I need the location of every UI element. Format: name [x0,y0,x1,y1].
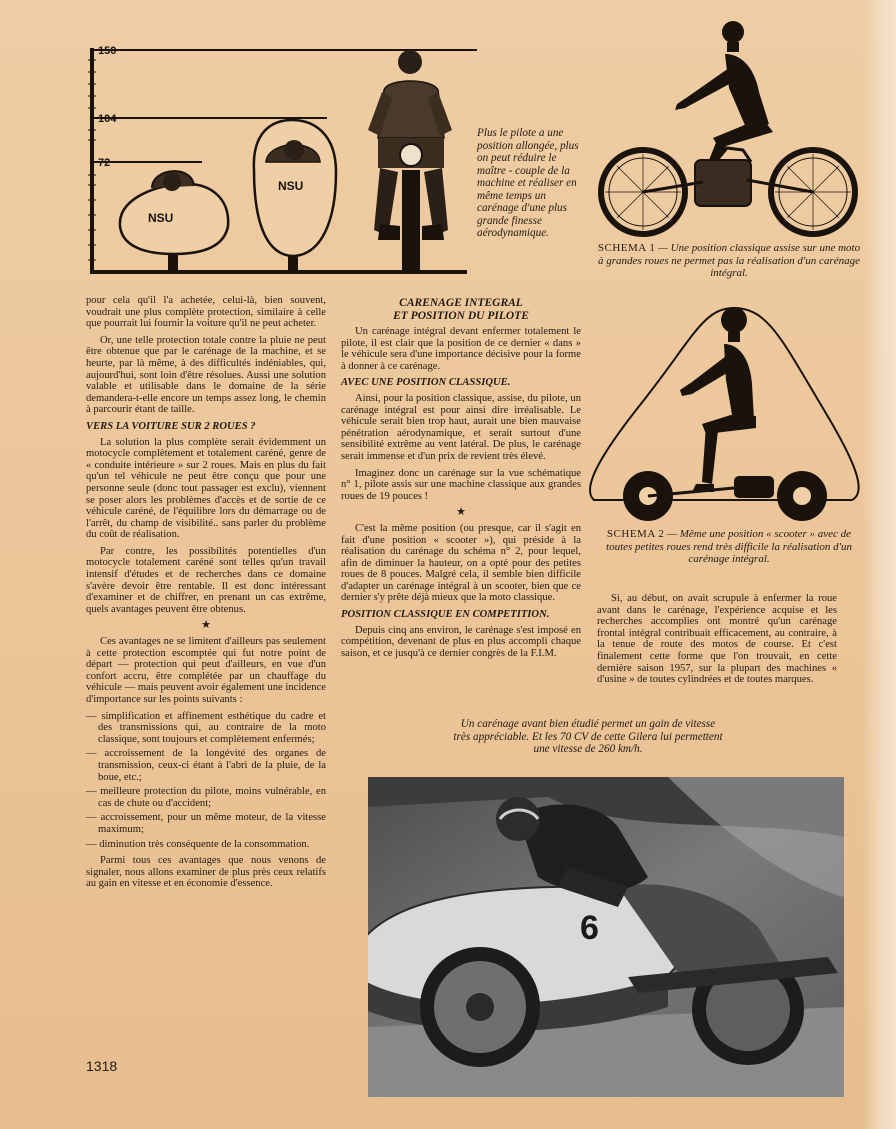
page-edge [862,0,896,1129]
col1-star-separator: ★ [201,619,211,632]
list-item: — meilleure protection du pilote, moins vulnérable, en cas de chute ou d'accident; [86,786,326,809]
tick-72: 72 [98,157,111,169]
schema1-caption [596,242,862,280]
tick-104: 104 [98,113,117,125]
col2-paragraph-4: C'est la même position (ou presque, car il s'agit en fait d'une position « scooter »), qui préside à la réalisation du carénage du schéma n° 2, pour lequel, afin de diminuer la hauteur, on a opté pour des petites roues de 8 pouces. Malgré cela, il semble bien difficile d'adapter un carénage intégral à un scooter, bien que ce dernier s'y prête déjà mieux que la moto classique. [341,522,581,604]
section-title [341,297,581,322]
schema2-label: SCHEMA 2 [606,528,665,540]
col1-subheading-1: VERS LA VOITURE SUR 2 ROUES ? [86,420,256,432]
list-item: — diminution très conséquente de la consommation. [86,838,310,850]
col2-paragraph-5: Depuis cinq ans environ, le carénage s'est imposé en compétition, devenant de plus en plus accompli chaque saison, et ce jusqu'à ce dernier congrès de la F.I.M. [341,624,581,659]
racing-photo [368,777,844,1097]
height-comparison-diagram [82,40,477,280]
col2-subheading-1: AVEC UNE POSITION CLASSIQUE. [341,377,511,389]
list-item: — simplification et affinement esthétique du cadre et des transmissions qui, au contraire de la moto classique, sont toujours et complètement enfermés; [86,710,326,745]
schema2-text: — Même une position « scooter » avec de toutes petites roues rend très difficile la réalisation d'un carénage intégral. [606,528,852,565]
column-3 [597,593,837,691]
tick-150: 150 [98,45,117,57]
advantages-list [86,711,326,851]
low-streamliner [120,171,228,272]
list-item: — accroissement de la longévité des organes de transmission, ceux-ci étant à l'abri de la pluie, de la boue, etc.; [86,748,326,783]
col1-paragraph-5: Ces avantages ne se limitent d'ailleurs pas seulement à cette protection escomptée qui fut notre point de départ — protection qui peut d'ailleurs, en vue d'un confort accru, être complétée par un chauffage du véhicule — mais peuvent avoir également une incidence d'importance sur les points suivants : [86,636,326,705]
schema2-illustration [584,300,864,525]
schema2-caption [596,528,862,566]
page-number: 1318 [86,1058,118,1074]
tall-streamliner [254,120,336,272]
col1-paragraph-3: La solution la plus complète serait évidemment un motocycle complètement et totalement caréné, genre de « conduite intérieure » sur 2 roues. Mais en plus du fait qu'un tel véhicule ne peut être conçu que pour une personne seule (donc tout passager est exclu), viennent se poser alors les problèmes d'accès et de sortie de ce véhicule caréné, de l'équilibre lors du démarrage ou de l'arrêt, du champ de visibilité.. sans parler du problème du coût de réalisation. [86,436,326,541]
column-1 [86,295,326,895]
col2-star-separator: ★ [456,506,466,519]
racing-photo-image [368,777,844,1097]
photo-caption: Un carénage avant bien étudié permet un gain de vitesse très appréciable. Et les 70 CV de cette Gilera lui permettent une vitesse de 260 km/h. [453,718,723,755]
col2-paragraph-3: Imaginez donc un carénage sur la vue schématique n° 1, pilote assis sur une machine classique aux grandes roues de 19 pouces ! [341,467,581,502]
col1-paragraph-1: pour cela qu'il l'a achetée, celui-là, bien souvent, voudrait une plus complète protection, similaire à celle que pourrait lui fournir la voiture qu'il ne peut acheter. [86,295,326,330]
nsu-badge-2: NSU [278,179,304,193]
section-title-line-2: ET POSITION DU PILOTE [393,309,529,322]
col2-paragraph-2: Ainsi, pour la position classique, assise, du pilote, un carénage intégral est pour ainsi dire irréalisable. Le véhicule serait bien trop haut, aurait une bien mauvaise pénétration aérodynamique, et serait surtout d'une sensibilité extrême au vent latéral. De plus, le carénage serait immense et d'un prix de revient très élevé. [341,392,581,462]
column-2 [341,297,581,664]
schema1-illustration [597,20,862,240]
upright-rider [368,50,452,270]
col2-subheading-2: POSITION CLASSIQUE EN COMPETITION. [341,609,550,621]
section-title-line-1: CARENAGE INTEGRAL [399,297,523,309]
race-number: 6 [580,909,599,947]
schema1-label: SCHEMA 1 [597,242,656,254]
col1-paragraph-4: Par contre, les possibilités potentielles d'un motocycle totalement caréné sont telles qu'un travail intensif d'études et de recherches dans ce domaine s'avère devoir être rentable. Il est donc intéressant d'examiner et de chiffrer, en prenant un cas extrême, quels avantages peuvent être obtenus. [86,545,326,615]
col3-paragraph-1: Si, au début, on avait scrupule à enfermer la roue avant dans le carénage, l'expérience acquise et les recherches accomplies ont montré qu'un carénage frontal intégral contribuait efficacement, au contraire, à la tenue de route des motos de course. Et c'est finalement cette forme que l'on trouvait, en cette dernière saison 1957, sur la plupart des machines « d'usine » de toutes cylindrées et de toutes marques. [597,593,837,686]
diagram-caption: Plus le pilote a une position allongée, plus on peut réduire le maître - couple de la machine et réaliser en même temps un carénage d'une plus grande finesse aérodynamique. [477,127,579,239]
col2-paragraph-1: Un carénage intégral devant enfermer totalement le pilote, il est clair que la position de ce dernier « dans » le véhicule sera d'une importance décisive pour la forme à donner à ce carénage. [341,326,581,372]
col1-paragraph-6: Parmi tous ces avantages que nous venons de signaler, nous allons examiner de plus près ceux relatifs au gain en vitesse et en économie d'essence. [86,855,326,890]
col1-paragraph-2: Or, une telle protection totale contre la pluie ne peut être obtenue que par le carénage de la machine, et se heurte, par là même, à des difficultés indéniables, qui, aujourd'hui, sont loin d'être résolues. Aussi une solution valable et utilisable dans le domaine de la série demandera-t-elle encore un temps assez long, le chemin à parcourir étant de taille. [86,334,326,416]
schema1-text: — Une position classique assise sur une moto à grandes roues ne permet pas la réalisation d'un carénage intégral. [598,242,861,279]
nsu-badge-1: NSU [148,211,174,225]
list-item: — accroissement, pour un même moteur, de la vitesse maximum; [86,812,326,835]
